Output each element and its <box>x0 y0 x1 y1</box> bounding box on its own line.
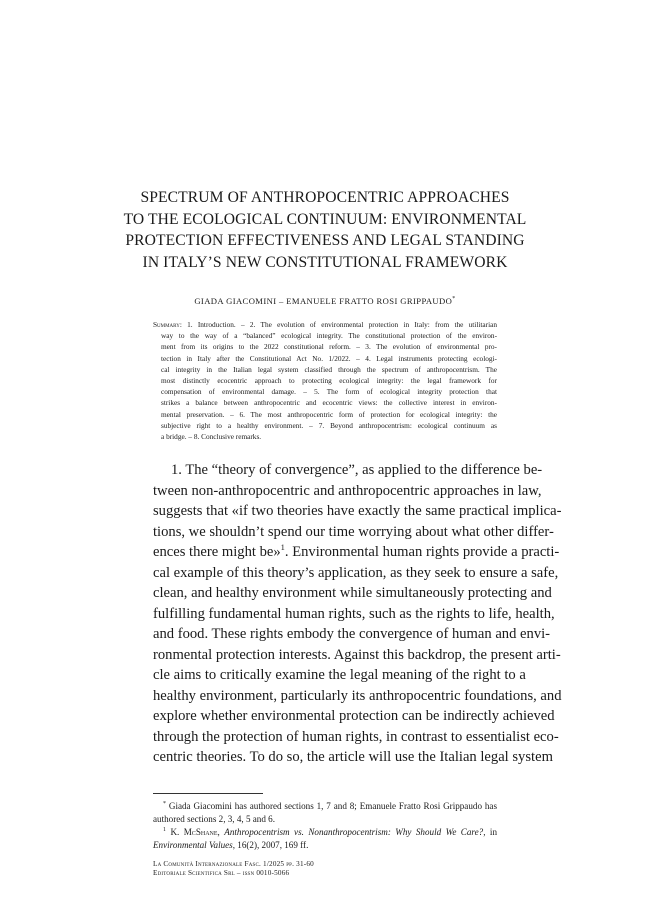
body-line: cle aims to critically examine the legal meaning of the right to a <box>153 667 526 683</box>
summary-line: compensation of environmental damage. – 5. The form of ecological integrity protection that <box>161 387 497 397</box>
summary-line: strikes a balance between anthropocentric and ecocentric views: the collective interest in environ- <box>161 398 497 408</box>
journal-imprint <box>153 860 497 879</box>
footnote-separator <box>153 793 263 794</box>
summary-line: subjective right to a healthy environment. – 7. Beyond anthropocentrism: ecological continuum as <box>161 420 497 430</box>
article-title <box>120 187 530 273</box>
cited-work-title: Anthropocentrism vs. Nonanthropocentrism: Why Should We Care? <box>224 827 484 837</box>
body-line: explore whether environmental protection can be indirectly achieved <box>153 708 555 724</box>
title-line-1: SPECTRUM OF ANTHROPOCENTRIC APPROACHES <box>140 189 510 206</box>
summary-line: cal integrity in the Italian legal system classified through the spectrum of anthropocentrism. The <box>161 364 497 374</box>
title-line-3: PROTECTION EFFECTIVENESS AND LEGAL STANDING <box>125 232 525 249</box>
footnote-author-contributions <box>153 800 497 826</box>
title-line-2: TO THE ECOLOGICAL CONTINUUM: ENVIRONMENTAL <box>123 210 527 228</box>
cited-journal: Environmental Values <box>153 840 233 850</box>
summary-block <box>153 319 497 442</box>
footnote-line: authored sections 2, 3, 4, 5 and 6. <box>153 814 275 824</box>
footnote-mark-1: 1 <box>163 826 166 833</box>
footnote-1 <box>153 826 497 852</box>
summary-line: ment from its origins to the 2022 constitutional reform. – 3. The evolution of environmental pro- <box>161 342 497 352</box>
body-line: centric theories. To do so, the article will use the Italian legal system <box>153 749 553 765</box>
body-line: 1. The “theory of convergence”, as applied to the difference be- <box>171 462 543 478</box>
imprint-publisher-line: Editoriale Scientifica Srl – issn 0010-5066 <box>153 869 290 878</box>
body-line: through the protection of human rights, in contrast to essentialist eco- <box>153 728 559 745</box>
footnote-line: $^1$ K. McShane, Anthropocentrism vs. Nonanthropocentrism: Why Should We Care?, in <box>163 826 498 837</box>
author-names: GIADA GIACOMINI – EMANUELE FRATTO ROSI GRIPPAUDO <box>194 296 453 306</box>
body-line: healthy environment, particularly its anthropocentric foundations, and <box>153 687 562 704</box>
footnote-mark-asterisk: * <box>163 800 166 807</box>
body-line: ences there might be»$^1$. Environmental human rights provide a practi- <box>153 542 560 560</box>
summary-label: Summary <box>153 320 180 329</box>
body-line: tween non-anthropocentric and anthropocentric approaches in law, <box>153 482 542 499</box>
summary-line: mental preservation. – 6. The most anthropocentric form of protection for ecological integrity: the <box>161 409 497 419</box>
body-line: cal example of this theory’s application, as they seek to ensure a safe, <box>153 564 559 581</box>
body-line: fulfilling fundamental human rights, such as the rights to life, health, <box>153 605 555 622</box>
body-line: ronmental protection interests. Against this backdrop, the present arti- <box>153 646 561 663</box>
body-paragraph <box>153 460 562 768</box>
author-byline <box>120 296 530 306</box>
author-footnote-mark[interactable]: * <box>452 296 456 303</box>
summary-line: Summary: 1. Introduction. – 2. The evolution of environmental protection in Italy: from the utilitarian <box>153 320 497 329</box>
footnote-line: Environmental Values, 16(2), 2007, 169 ff. <box>153 840 309 850</box>
footnote-ref-1[interactable]: 1 <box>280 542 285 553</box>
imprint-journal-line: La Comunità Internazionale Fasc. 1/2025 pp. 31-60 <box>153 860 314 868</box>
body-line: tions, we shouldn’t spend our time worrying about what other differ- <box>153 523 554 540</box>
summary-line: tection in Italy after the Constitutional Act No. 1/2022. – 4. Legal instruments protecting ecologi- <box>161 353 497 363</box>
summary-line: way to the way of a “balanced” ecological integrity. The constitutional protection of the environ- <box>161 331 497 341</box>
footnote-line: * Giada Giacomini has authored sections 1, 7 and 8; Emanuele Fratto Rosi Grippaudo has <box>163 800 497 811</box>
body-line: clean, and healthy environment while simultaneously protecting and <box>153 585 552 601</box>
summary-line: a bridge. – 8. Conclusive remarks. <box>161 432 262 442</box>
title-line-4: IN ITALY’S NEW CONSTITUTIONAL FRAMEWORK <box>142 253 508 271</box>
body-line: suggests that «if two theories have exactly the same practical implica- <box>153 503 562 519</box>
cited-author: K. McShane <box>166 827 218 837</box>
body-line: and food. These rights embody the convergence of human and envi- <box>153 626 551 642</box>
summary-line: most distinctly ecocentric approach to protecting ecological integrity: the legal framework for <box>161 376 497 386</box>
